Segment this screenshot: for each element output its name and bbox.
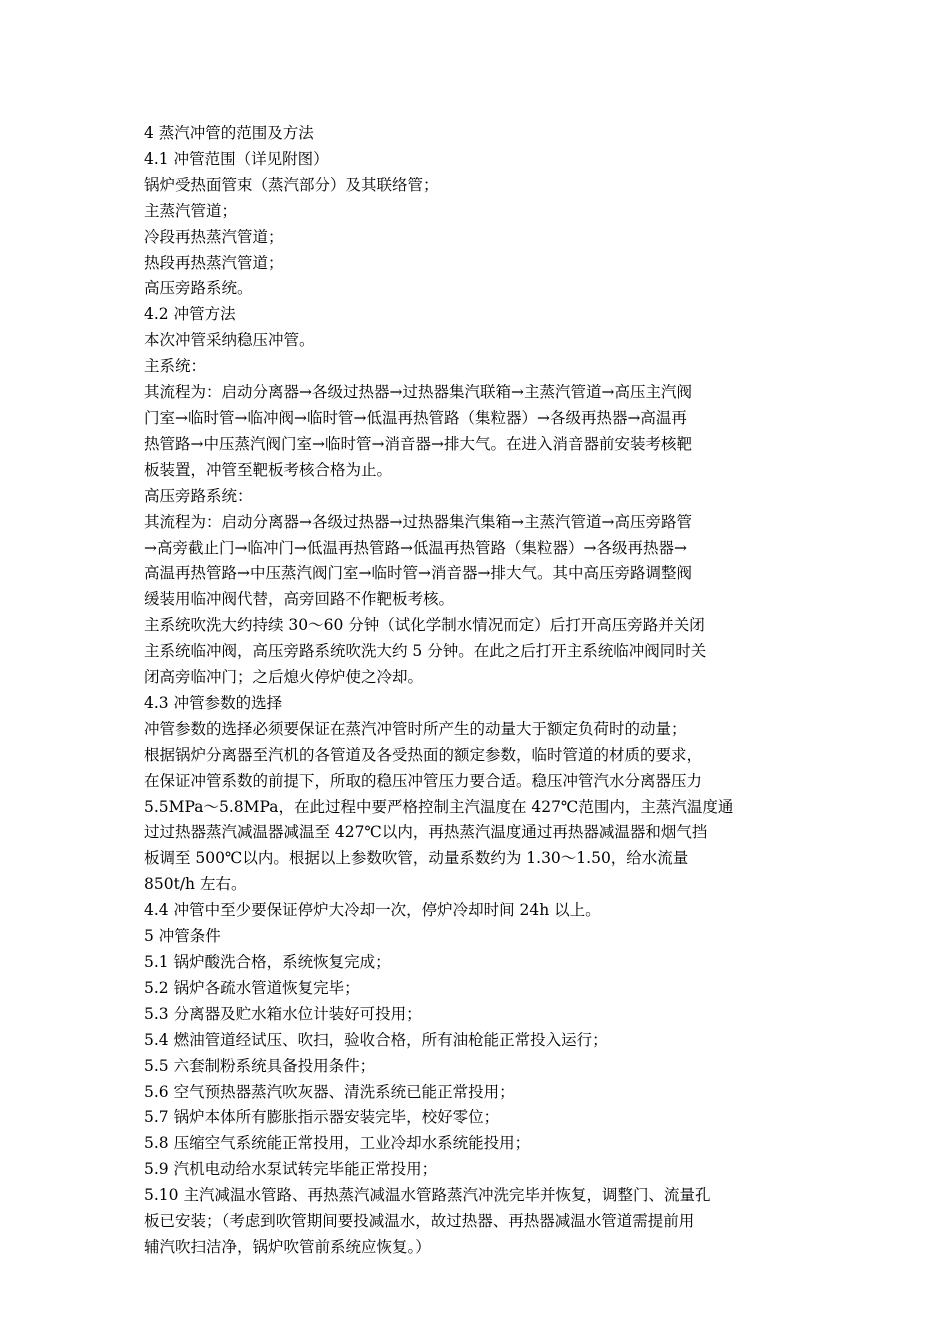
text-line: 热管路→中压蒸汽阀门室→临时管→消音器→排大气。在进入消音器前安装考核靶	[144, 434, 692, 453]
text-line: 5.6 空气预热器蒸汽吹灰器、清洗系统已能正常投用；	[144, 1082, 515, 1101]
text-line: 在保证冲管系数的前提下，所取的稳压冲管压力要合适。稳压冲管汽水分离器压力	[144, 771, 703, 790]
text-line: 5.3 分离器及贮水箱水位计装好可投用；	[144, 1004, 422, 1023]
text-line: 主系统临冲阀，高压旁路系统吹洗大约 5 分钟。在此之后打开主系统临冲阀同时关	[144, 642, 707, 661]
text-line: 锅炉受热面管束（蒸汽部分）及其联络管；	[144, 175, 439, 194]
text-line: 4.2 冲管方法	[144, 305, 236, 324]
text-line: 主系统：	[144, 357, 207, 376]
text-line: 850t/h 左右。	[144, 875, 247, 894]
text-line: 4.1 冲管范围（详见附图）	[144, 149, 329, 168]
text-line: 其流程为：启动分离器→各级过热器→过热器集汽集箱→主蒸汽管道→高压旁路管	[144, 512, 692, 531]
text-line: 5 冲管条件	[144, 927, 221, 946]
text-line: 板装置，冲管至靶板考核合格为止。	[144, 460, 393, 479]
text-line: 本次冲管采纳稳压冲管。	[144, 331, 315, 350]
text-line: 辅汽吹扫洁净，锅炉吹管前系统应恢复。）	[144, 1237, 431, 1256]
text-line: 主蒸汽管道；	[144, 201, 238, 220]
text-line: 冲管参数的选择必须要保证在蒸汽冲管时所产生的动量大于额定负荷时的动量；	[144, 719, 687, 738]
text-line: 5.2 锅炉各疏水管道恢复完毕；	[144, 978, 360, 997]
text-line: 4.3 冲管参数的选择	[144, 693, 283, 712]
text-line: 冷段再热蒸汽管道；	[144, 227, 284, 246]
text-line: 主系统吹洗大约持续 30～60 分钟（试化学制水情况而定）后打开高压旁路并关闭	[144, 616, 705, 635]
text-line: 5.7 锅炉本体所有膨胀指示器安装完毕，校好零位；	[144, 1108, 500, 1127]
text-line: 板已安装；（考虑到吹管期间要投减温水，故过热器、再热器减温水管道需提前用	[144, 1212, 695, 1231]
text-line: 过过热器蒸汽减温器减温至 427℃以内，再热蒸汽温度通过再热器减温器和烟气挡	[144, 823, 708, 842]
text-line: 5.5MPa～5.8MPa，在此过程中要严格控制主汽温度在 427℃范围内，主蒸汽温度通	[144, 797, 734, 816]
text-line: 门室→临时管→临冲阀→临时管→低温再热管路（集粒器）→各级再热器→高温再	[144, 408, 687, 427]
text-line: 其流程为：启动分离器→各级过热器→过热器集汽联箱→主蒸汽管道→高压主汽阀	[144, 383, 692, 402]
text-line: 缓装用临冲阀代替，高旁回路不作靶板考核。	[144, 590, 455, 609]
text-line: 5.9 汽机电动给水泵试转完毕能正常投用；	[144, 1160, 438, 1179]
text-line: 4 蒸汽冲管的范围及方法	[144, 124, 314, 142]
text-line: 闭高旁临冲门；之后熄火停炉使之冷却。	[144, 668, 424, 687]
text-line: 板调至 500℃以内。根据以上参数吹管，动量系数约为 1.30～1.50，给水流量	[144, 849, 689, 868]
text-line: 5.1 锅炉酸洗合格，系统恢复完成；	[144, 953, 391, 971]
text-line: 5.5 六套制粉系统具备投用条件；	[144, 1056, 376, 1075]
text-line: 热段再热蒸汽管道；	[144, 253, 284, 272]
text-line: 高压旁路系统。	[144, 279, 253, 298]
text-line: →高旁截止门→临冲门→低温再热管路→低温再热管路（集粒器）→各级再热器→	[144, 538, 687, 557]
text-line: 根据锅炉分离器至汽机的各管道及各受热面的额定参数，临时管道的材质的要求，	[144, 745, 703, 764]
text-line: 5.10 主汽减温水管路、再热蒸汽减温水管路蒸汽冲洗完毕并恢复，调整门、流量孔	[144, 1186, 711, 1205]
text-line: 5.4 燃油管道经试压、吹扫，验收合格，所有油枪能正常投入运行；	[144, 1030, 608, 1049]
document-body	[144, 121, 808, 1261]
text-line: 4.4 冲管中至少要保证停炉大冷却一次，停炉冷却时间 24h 以上。	[144, 901, 601, 920]
text-line: 高压旁路系统：	[144, 486, 253, 505]
text-line: 5.8 压缩空气系统能正常投用，工业冷却水系统能投用；	[144, 1134, 531, 1153]
text-line: 高温再热管路→中压蒸汽阀门室→临时管→消音器→排大气。其中高压旁路调整阀	[144, 564, 692, 583]
